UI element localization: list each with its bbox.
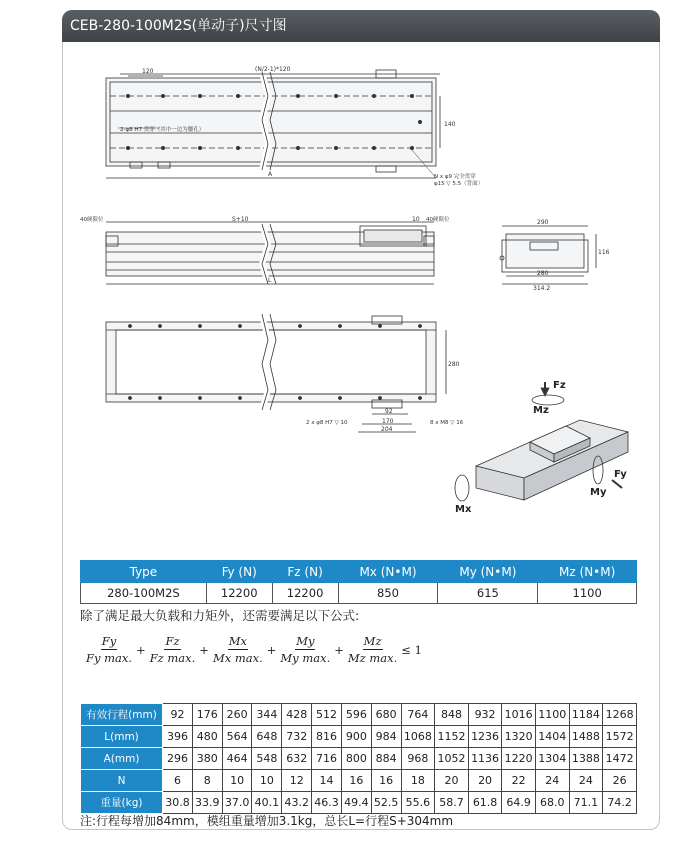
table-cell: 1404 [535, 726, 569, 748]
table-cell: 12 [282, 770, 312, 792]
spec-cell: 12200 [272, 583, 338, 604]
table-cell: 764 [401, 704, 435, 726]
dim-l: L [268, 277, 272, 284]
table-cell: 1388 [569, 748, 603, 770]
table-cell: 932 [468, 704, 502, 726]
table-cell: 380 [192, 748, 222, 770]
table-cell: 260 [222, 704, 252, 726]
limit-left: 40硬限位 [80, 217, 104, 223]
table-cell: 10 [222, 770, 252, 792]
end-w280: 280 [537, 270, 549, 277]
bottom-note: 注:行程每增加84mm，模组重量增加3.1kg，总长L=行程S+304mm [80, 814, 454, 828]
bottom-dim-280: 280 [448, 361, 460, 368]
table-cell: 716 [312, 748, 342, 770]
table-cell: 74.2 [603, 792, 637, 814]
table-cell: 1136 [468, 748, 502, 770]
table-cell: 43.2 [282, 792, 312, 814]
table-cell: 55.6 [401, 792, 435, 814]
row-label: 重量(kg) [81, 792, 163, 814]
table-cell: 1268 [603, 704, 637, 726]
spec-header: Fy (N) [206, 561, 272, 583]
bottom-view [106, 314, 446, 432]
table-cell: 1488 [569, 726, 603, 748]
plus-sign: + [266, 642, 277, 657]
table-cell: 37.0 [222, 792, 252, 814]
dim-120: 120 [142, 68, 154, 75]
note-holes-1: N x φ9 完全贯穿 [434, 174, 476, 180]
table-row [81, 748, 637, 770]
table-cell: 968 [401, 748, 435, 770]
table-cell: 14 [312, 770, 342, 792]
table-cell: 1236 [468, 726, 502, 748]
page-title: CEB-280-100M2S(单动子)尺寸图 [62, 10, 660, 42]
table-cell: 648 [252, 726, 282, 748]
table-cell: 548 [252, 748, 282, 770]
formula-den: Fy max. [86, 651, 133, 665]
table-cell: 20 [468, 770, 502, 792]
bottom-dim-170: 170 [382, 418, 394, 425]
dim-span: (N/2-1)*120 [255, 66, 291, 73]
load-formula [84, 634, 424, 665]
table-cell: 61.8 [468, 792, 502, 814]
plus-sign: + [199, 642, 209, 657]
table-cell: 20 [435, 770, 469, 792]
end-w290: 290 [537, 219, 549, 226]
formula-num: Mx [228, 634, 247, 648]
bottom-note-m8: 8 x M8 ▽ 16 [430, 420, 464, 426]
spec-header: Type [81, 561, 207, 583]
table-row [81, 792, 637, 814]
table-cell: 816 [312, 726, 342, 748]
table-cell: 900 [341, 726, 371, 748]
spec-header-row [81, 561, 637, 583]
table-cell: 680 [371, 704, 401, 726]
table-row [81, 704, 637, 726]
spec-cell: 280-100M2S [81, 583, 207, 604]
table-cell: 24 [569, 770, 603, 792]
plus-sign: + [136, 642, 146, 657]
table-row [81, 770, 637, 792]
table-cell: 1068 [401, 726, 435, 748]
formula-rhs: ≤ 1 [401, 642, 422, 657]
dim-140: 140 [444, 121, 456, 128]
spec-row [81, 583, 637, 604]
table-cell: 884 [371, 748, 401, 770]
dim-10: 10 [412, 216, 420, 223]
dim-a: A [268, 171, 273, 178]
table-cell: 396 [163, 726, 193, 748]
table-cell: 800 [341, 748, 371, 770]
table-cell: 1320 [502, 726, 536, 748]
formula-num: My [296, 634, 315, 648]
bottom-note-pin: 2 x φ8 H7 ▽ 10 [306, 420, 348, 426]
label-fz: Fz [553, 380, 566, 391]
table-cell: 30.8 [163, 792, 193, 814]
spec-cell: 1100 [538, 583, 637, 604]
spec-header: Mx (N•M) [338, 561, 438, 583]
table-cell: 464 [222, 748, 252, 770]
note-holes-2: φ15 ▽ 5.5（背面） [434, 181, 484, 187]
end-h116: 116 [598, 249, 610, 256]
table-cell: 1184 [569, 704, 603, 726]
table-cell: 296 [163, 748, 193, 770]
table-cell: 428 [282, 704, 312, 726]
table-cell: 46.3 [312, 792, 342, 814]
table-cell: 512 [312, 704, 342, 726]
table-cell: 1016 [502, 704, 536, 726]
top-view [106, 70, 440, 178]
label-mz: Mz [533, 405, 549, 416]
table-cell: 564 [222, 726, 252, 748]
table-cell: 848 [435, 704, 469, 726]
formula-term [86, 634, 132, 665]
table-cell: 16 [341, 770, 371, 792]
table-cell: 1052 [435, 748, 469, 770]
spec-cell: 12200 [206, 583, 272, 604]
table-cell: 58.7 [435, 792, 469, 814]
table-cell: 40.1 [252, 792, 282, 814]
side-view [106, 222, 434, 284]
end-w314: 314.2 [533, 285, 551, 292]
table-cell: 68.0 [535, 792, 569, 814]
note-pin-top: 2-φ8 H7 贯穿（其中一边为腰孔） [120, 127, 205, 133]
row-label: 有效行程(mm) [81, 704, 163, 726]
bottom-dim-92: 92 [385, 408, 393, 415]
table-cell: 10 [252, 770, 282, 792]
table-cell: 732 [282, 726, 312, 748]
table-cell: 18 [401, 770, 435, 792]
table-cell: 92 [163, 704, 193, 726]
table-cell: 1100 [535, 704, 569, 726]
table-cell: 1572 [603, 726, 637, 748]
table-cell: 1472 [603, 748, 637, 770]
bottom-dim-204: 204 [381, 426, 393, 433]
spec-header: My (N•M) [438, 561, 538, 583]
formula-num: Mz [363, 634, 382, 648]
stroke-data-table [80, 703, 637, 814]
table-cell: 176 [192, 704, 222, 726]
table-cell: 26 [603, 770, 637, 792]
plus-sign: + [334, 642, 344, 657]
table-cell: 64.9 [502, 792, 536, 814]
limit-right: 40硬限位 [426, 217, 450, 223]
table-cell: 24 [535, 770, 569, 792]
label-fy: Fy [614, 469, 627, 480]
table-cell: 1152 [435, 726, 469, 748]
table-cell: 52.5 [371, 792, 401, 814]
formula-term [150, 634, 196, 665]
table-cell: 71.1 [569, 792, 603, 814]
table-cell: 596 [341, 704, 371, 726]
formula-term [213, 634, 263, 665]
table-cell: 8 [192, 770, 222, 792]
spec-header: Mz (N•M) [538, 561, 637, 583]
table-cell: 49.4 [341, 792, 371, 814]
formula-term [348, 634, 397, 665]
formula-den: Mz max. [347, 651, 398, 665]
table-cell: 33.9 [192, 792, 222, 814]
formula-den: My max. [280, 651, 331, 665]
table-cell: 1220 [502, 748, 536, 770]
table-cell: 22 [502, 770, 536, 792]
spec-cell: 615 [438, 583, 538, 604]
formula-num: Fy [101, 634, 117, 648]
spec-table [80, 560, 637, 604]
iso-view [455, 382, 628, 501]
formula-note: 除了满足最大负载和力矩外，还需要满足以下公式: [80, 608, 360, 623]
table-row [81, 726, 637, 748]
table-cell: 1304 [535, 748, 569, 770]
dim-s10: S+10 [232, 216, 249, 223]
row-label: L(mm) [81, 726, 163, 748]
table-cell: 16 [371, 770, 401, 792]
table-cell: 632 [282, 748, 312, 770]
spec-cell: 850 [338, 583, 438, 604]
formula-den: Fz max. [149, 651, 196, 665]
row-label: A(mm) [81, 748, 163, 770]
table-cell: 6 [163, 770, 193, 792]
formula-den: Mx max. [212, 651, 263, 665]
label-my: My [590, 487, 607, 498]
formula-num: Fz [165, 634, 180, 648]
technical-drawing [62, 42, 660, 542]
formula-term [280, 634, 330, 665]
table-cell: 984 [371, 726, 401, 748]
label-mx: Mx [455, 504, 472, 515]
spec-header: Fz (N) [272, 561, 338, 583]
row-label: N [81, 770, 163, 792]
table-cell: 344 [252, 704, 282, 726]
table-cell: 480 [192, 726, 222, 748]
